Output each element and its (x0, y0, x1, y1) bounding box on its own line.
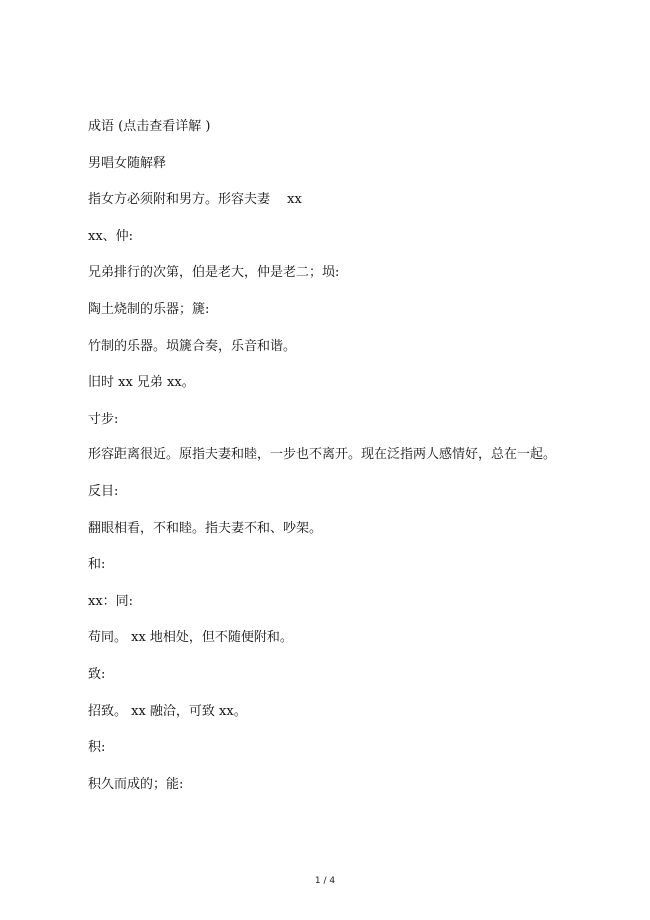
page-number: 1 / 4 (314, 876, 336, 886)
paragraph-term-xun-def: 兄弟排行的次第，伯是老大，仲是老二；埙: (88, 265, 340, 281)
paragraph-tong-def: 苟同。 xx 地相处，但不随便附和。 (88, 630, 293, 646)
paragraph-zhi-def: 招致。 xx 融洽，可致 xx。 (88, 703, 247, 719)
paragraph-cunbu-def: 形容距离很近。原指夫妻和睦，一步也不离开。现在泛指两人感情好，总在一起。 (88, 447, 557, 463)
paragraph-term-tong: xx：同: (88, 593, 134, 609)
paragraph-term-chi: 陶土烧制的乐器；篪: (88, 301, 210, 317)
paragraph-old-times: 旧时 xx 兄弟 xx。 (88, 375, 195, 391)
paragraph-ji-def: 积久而成的；能: (88, 776, 184, 792)
paragraph-fanmu-def: 翻眼相看，不和睦。指夫妻不和、吵架。 (88, 520, 323, 536)
paragraph-term-zhong: xx、仲: (88, 228, 134, 244)
paragraph-harmony: 竹制的乐器。埙篪合奏，乐音和谐。 (88, 338, 297, 354)
paragraph-term-he: 和: (88, 557, 106, 573)
paragraph-meaning: 指女方必须附和男方。形容夫妻 xx (88, 192, 302, 208)
paragraph-idiom-title: 男唱女随解释 (88, 155, 167, 171)
paragraph-idiom-heading: 成语 (点击查看详解 ) (88, 119, 211, 134)
paragraph-term-zhi: 致: (88, 666, 106, 682)
paragraph-term-fanmu: 反目: (88, 483, 119, 499)
paragraph-term-ji: 积: (88, 740, 106, 756)
paragraph-term-cunbu: 寸步: (88, 411, 119, 427)
document-body (60, 116, 560, 810)
